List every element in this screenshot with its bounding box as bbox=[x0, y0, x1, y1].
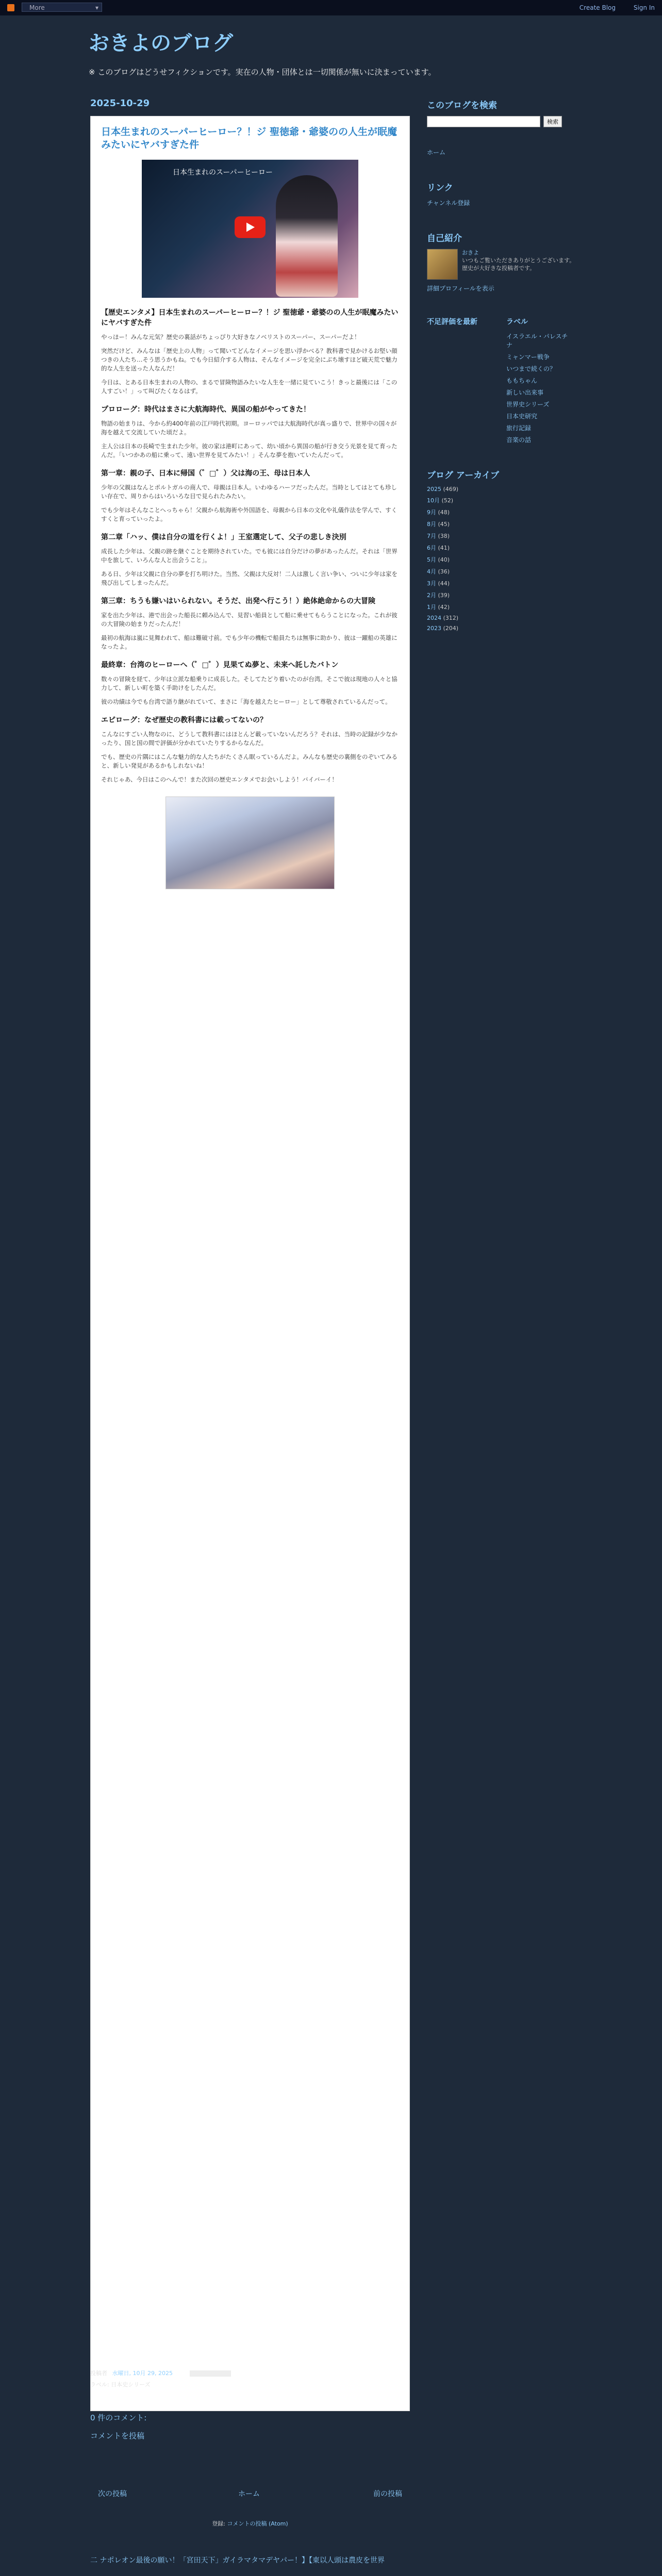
post-image[interactable] bbox=[166, 796, 335, 889]
navbar bbox=[0, 0, 662, 15]
archive-item[interactable] bbox=[427, 625, 576, 632]
archive-item[interactable] bbox=[427, 532, 576, 540]
archive-count: (204) bbox=[443, 625, 459, 632]
archive-label[interactable]: 9月 bbox=[427, 509, 436, 516]
video-title: 日本生まれのスーパーヒーロー bbox=[173, 168, 273, 177]
post-section-heading: 第二章「ハッ、僕は自分の道を行くよ！」王室選定して、父子の悲しき決別 bbox=[101, 533, 346, 541]
post-body bbox=[90, 116, 410, 2411]
archive-item[interactable] bbox=[427, 508, 576, 516]
post-timestamp[interactable]: 水曜日, 10月 29, 2025 bbox=[112, 2370, 173, 2377]
post-content bbox=[101, 307, 399, 784]
archive-label[interactable]: 1月 bbox=[427, 604, 436, 611]
post-paragraph: それじゃあ、今日はこのへんで！また次回の歴史エンタメでお会いしよう！バイバーイ！ bbox=[101, 776, 338, 783]
archive-count: (45) bbox=[438, 521, 450, 528]
archive-item[interactable] bbox=[427, 603, 576, 611]
archive-item[interactable] bbox=[427, 591, 576, 599]
archive-label[interactable]: 8月 bbox=[427, 521, 436, 528]
archive-item[interactable] bbox=[427, 544, 576, 552]
blog-description: ※ このブログはどうせフィクションです。実在の人物・団体とは一切関係が無いに決まっています。 bbox=[89, 67, 436, 77]
post-paragraph: 今日は、とある日本生まれの人物の、まるで冒険物語みたいな人生を一緒に見ていこう！きっと最後には「この人すごい！」って叫びたくなるはず。 bbox=[101, 379, 398, 395]
label-link[interactable]: 音楽の話 bbox=[506, 436, 532, 444]
main-column bbox=[90, 98, 410, 2411]
post-paragraph: でも、歴史の片隅にはこんな魅力的な人たちがたくさん眠っているんだよ。みんなも歴史の裏側をのぞいてみると、新しい発見があるかもしれないね！ bbox=[101, 753, 398, 769]
sign-in-link[interactable]: Sign In bbox=[633, 4, 655, 11]
label-link[interactable]: 旅行記録 bbox=[506, 425, 532, 432]
home-link[interactable]: ホーム bbox=[238, 2490, 260, 2498]
subscribe-links bbox=[90, 2519, 410, 2528]
play-icon[interactable] bbox=[235, 216, 266, 238]
profile-description: いつもご覧いただきありがとうございます。歴史が大好きな投稿者です。 bbox=[462, 257, 575, 272]
archive-item[interactable] bbox=[427, 496, 576, 504]
archive-label[interactable]: 10月 bbox=[427, 497, 440, 504]
video-embed[interactable] bbox=[142, 160, 358, 298]
archive-label[interactable]: 2023 bbox=[427, 625, 441, 632]
links-heading: リンク bbox=[427, 183, 453, 193]
archive-item[interactable] bbox=[427, 486, 576, 493]
archive-count: (39) bbox=[438, 592, 450, 599]
more-dropdown[interactable]: More ▾ bbox=[22, 3, 102, 12]
create-blog-link[interactable]: Create Blog bbox=[579, 4, 616, 11]
video-thumbnail-figure bbox=[276, 175, 338, 297]
post-section-heading: 第三章：ちうも嫌いはいられない。そうだ、出発へ行こう！）絶体絶命からの大冒険 bbox=[101, 597, 375, 605]
blogger-logo-icon[interactable] bbox=[7, 4, 14, 11]
archive-count: (48) bbox=[438, 509, 450, 516]
post-paragraph: 彼の功績は今でも台湾で語り継がれていて、まさに「海を越えたヒーロー」として尊敬されているんだって。 bbox=[101, 698, 391, 705]
archive-label[interactable]: 2月 bbox=[427, 592, 436, 599]
post-paragraph: 家を出た少年は、港で出会った船長に頼み込んで、見習い船員として船に乗せてもらうことになった。これが彼の大冒険の始まりだったんだ！ bbox=[101, 612, 398, 628]
post-paragraph: 少年の父親はなんとポルトガルの商人で、母親は日本人。いわゆるハーフだったんだ。当時としてはとても珍しい存在で、周りからはいろいろな目で見られたみたい。 bbox=[101, 484, 397, 500]
post-section-heading: 第一章：親の子、日本に帰国（゜□゜）父は海の王、母は日本人 bbox=[101, 469, 310, 478]
post-paragraph: 最初の航海は嵐に見舞われて、船は難破寸前。でも少年の機転で船員たちは無事に助かり、彼は一躍船の英雄になったよ。 bbox=[101, 634, 398, 650]
archive-label[interactable]: 3月 bbox=[427, 580, 436, 587]
search-heading: このブログを検索 bbox=[427, 100, 497, 111]
sidebar-link[interactable]: チャンネル登録 bbox=[427, 199, 470, 207]
about-heading: 自己紹介 bbox=[427, 233, 462, 244]
label-column bbox=[506, 316, 568, 447]
archive-item[interactable] bbox=[427, 555, 576, 564]
comments-count: 0 件のコメント: bbox=[90, 2413, 147, 2422]
archive-count: (36) bbox=[438, 568, 450, 575]
post-paragraph: でも少年はそんなことへっちゃら！父親から航海術や外国語を、母親から日本の文化や礼儀作法を学んで、すくすくと育っていったよ。 bbox=[101, 506, 398, 522]
archive-list bbox=[427, 486, 576, 632]
post-paragraph: 数々の冒険を経て、少年は立派な船乗りに成長した。そしてたどり着いたのが台湾。そこで彼は現地の人々と協力して、新しい町を築く手助けをしたんだ。 bbox=[101, 675, 398, 691]
label-link[interactable]: 日本史研究 bbox=[506, 413, 538, 420]
blog-title[interactable]: おきよのブログ bbox=[89, 31, 233, 55]
post-section-heading: 【歴史エンタメ】日本生まれのスーパーヒーロー？！ジ 聖徳爺・爺婆のの人生が眠魔みたいにヤバすぎた件 bbox=[101, 309, 399, 327]
avatar[interactable] bbox=[427, 249, 458, 280]
subscribe-prefix: 登録: bbox=[212, 2520, 226, 2527]
label-link[interactable]: イスラエル・パレスチナ bbox=[506, 333, 568, 349]
archive-count: (41) bbox=[438, 545, 450, 551]
post-title[interactable]: 日本生まれのスーパーヒーロー？！ジ 聖徳爺・爺婆のの人生が眠魔みたいにヤバすぎた件 bbox=[101, 126, 397, 150]
embed-video-link[interactable]: 二 ナポレオン最後の願い！「宮田天下」ガイラマタマデヤパー！】【東以人頭は農皮を世界 bbox=[90, 2556, 385, 2565]
archive-heading: ブログ アーカイブ bbox=[427, 470, 500, 481]
sidebar-home-link[interactable]: ホーム bbox=[427, 149, 446, 156]
archive-item[interactable] bbox=[427, 579, 576, 587]
popular-heading: 不足評価を最新 bbox=[427, 318, 477, 326]
archive-label[interactable]: 7月 bbox=[427, 533, 436, 539]
profile-link[interactable]: 詳細プロフィールを表示 bbox=[427, 285, 494, 292]
post-paragraph: ある日、少年は父親に自分の夢を打ち明けた。当然、父親は大反対！二人は激しく言い争い、ついに少年は家を飛び出してしまったんだ。 bbox=[101, 570, 398, 586]
archive-label[interactable]: 6月 bbox=[427, 545, 436, 551]
post-paragraph: 物語の始まりは、今から約400年前の江戸時代初期。ヨーロッパでは大航海時代が真っ盛りで、世界中の国々が海を越えて交流していた頃だよ。 bbox=[101, 420, 397, 436]
post-footer bbox=[90, 2369, 410, 2388]
older-post-link[interactable]: 前の投稿 bbox=[373, 2490, 402, 2498]
archive-count: (469) bbox=[443, 486, 459, 493]
blog-header bbox=[89, 27, 573, 77]
archive-item[interactable] bbox=[427, 520, 576, 528]
archive-count: (52) bbox=[441, 497, 454, 504]
label-link[interactable]: ミャンマー戦争 bbox=[506, 353, 550, 361]
search-form bbox=[427, 116, 576, 127]
archive-item[interactable] bbox=[427, 615, 576, 621]
post-paragraph: 突然だけど、みんなは「歴史上の人物」って聞いてどんなイメージを思い浮かべる？教科書で見かけるお堅い顔つきの人たち…そう思うかもね。でも今日紹介する人物は、そんなイメージを完全にぶち壊すほど破天荒で魅力的な人生を送った人なんだ！ bbox=[101, 347, 398, 372]
archive-label[interactable]: 5月 bbox=[427, 556, 436, 563]
label-heading: ラベル bbox=[506, 318, 528, 326]
post-section-heading: プロローグ：時代はまさに大航海時代、異国の船がやってきた！ bbox=[101, 405, 310, 414]
post-labels[interactable]: ラベル: 日本史シリーズ bbox=[90, 2381, 151, 2388]
archive-label[interactable]: 2024 bbox=[427, 615, 441, 621]
posted-by-label: 投稿者 bbox=[90, 2370, 107, 2377]
label-list bbox=[506, 332, 568, 444]
search-button[interactable]: 検索 bbox=[543, 116, 562, 127]
label-link[interactable]: いつまで続くの？ bbox=[506, 365, 556, 372]
add-comment-link[interactable]: コメントを投稿 bbox=[90, 2431, 145, 2441]
share-buttons[interactable] bbox=[190, 2370, 231, 2377]
profile-text bbox=[462, 249, 576, 280]
date-header: 2025-10-29 bbox=[90, 98, 150, 109]
archive-label[interactable]: 2025 bbox=[427, 486, 441, 493]
archive-label[interactable]: 4月 bbox=[427, 568, 436, 575]
newer-post-link[interactable]: 次の投稿 bbox=[98, 2490, 127, 2498]
label-link[interactable]: ももちゃん bbox=[506, 377, 538, 384]
archive-count: (44) bbox=[438, 580, 450, 587]
archive-count: (312) bbox=[443, 615, 459, 621]
popular-column bbox=[427, 316, 489, 447]
profile-block bbox=[427, 249, 576, 280]
archive-count: (42) bbox=[438, 604, 450, 611]
post-section-heading: 最終章：台湾のヒーローへ（゜□゜）見果てぬ夢と、未来へ託したバトン bbox=[101, 661, 339, 669]
subscribe-atom-link[interactable]: コメントの投稿 (Atom) bbox=[227, 2520, 288, 2527]
post-paragraph: 主人公は日本の長崎で生まれた少年。彼の家は港町にあって、幼い頃から異国の船が行き交う光景を見て育ったんだ。「いつかあの船に乗って、遠い世界を見てみたい！」そんな夢を抱いていたんだって。 bbox=[101, 443, 398, 459]
post-paragraph: 成長した少年は、父親の跡を継ぐことを期待されていた。でも彼には自分だけの夢があったんだ。それは「世界中を旅して、いろんな人と出会うこと」。 bbox=[101, 548, 398, 564]
search-input[interactable] bbox=[427, 116, 540, 127]
archive-count: (40) bbox=[438, 556, 450, 563]
post-paragraph: こんなにすごい人物なのに、どうして教科書にはほとんど載っていないんだろう？それは、当時の記録が少なかったり、国と国の間で評価が分かれていたりするからなんだ。 bbox=[101, 731, 398, 747]
comments-section bbox=[90, 2412, 410, 2441]
label-link[interactable]: 新しい出来事 bbox=[506, 389, 544, 396]
sidebar-two-col bbox=[427, 316, 576, 447]
label-link[interactable]: 世界史シリーズ bbox=[506, 401, 550, 408]
archive-count: (38) bbox=[438, 533, 450, 539]
post-paragraph: やっほー！みんな元気？歴史の裏話がちょっぴり大好きなノベリストのスーパー、スーパーだよ！ bbox=[101, 333, 360, 341]
archive-item[interactable] bbox=[427, 567, 576, 575]
profile-name[interactable]: おきよ bbox=[462, 249, 479, 256]
sidebar bbox=[427, 98, 576, 635]
post-section-heading: エピローグ：なぜ歴史の教科書には載ってないの？ bbox=[101, 716, 267, 724]
